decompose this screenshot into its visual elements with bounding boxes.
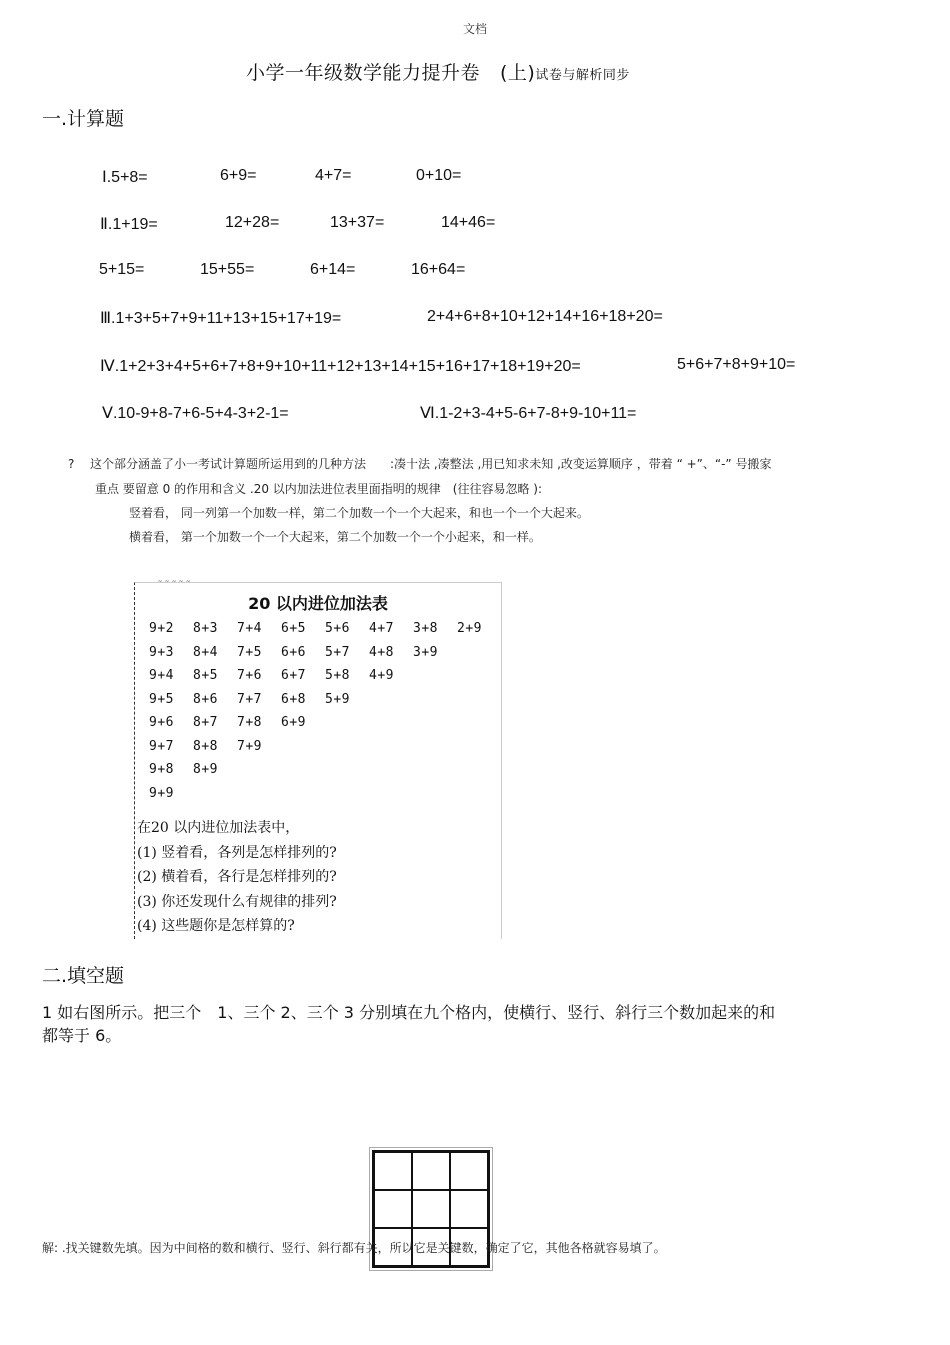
title-sub: 试卷与解析同步 [535,68,630,83]
addition-table-cell: 9+6 [149,715,174,730]
addition-table-cell: 8+7 [193,715,218,730]
addition-table-cell: 8+4 [193,644,218,660]
addition-table-row [149,786,193,801]
addition-table-question: (4) 这些题你是怎样算的? [137,918,295,934]
calc-item: 5+15= [99,261,145,278]
calc-item: 15+55= [200,261,255,278]
addition-table-question: (3) 你还发现什么有规律的排列? [137,893,337,910]
question-mark-icon: ? [68,457,75,471]
grid-cell [412,1152,450,1190]
addition-table-cell: 8+9 [193,762,218,777]
note-line2: 重点 要留意 0 的作用和含义 .20 以内加法进位表里面指明的规律 (往往容易忽略 ): [95,482,543,496]
addition-table-cell: 7+8 [237,715,262,730]
calc-item: 13+37= [330,214,385,231]
calc-item: Ⅲ.1+3+5+7+9+11+13+15+17+19= [100,310,342,327]
calc-item: Ⅰ.5+8= [102,169,148,186]
addition-table-cell: 7+6 [237,668,262,683]
addition-table-cell: 8+8 [193,738,218,754]
calc-item: 4+7= [315,167,352,184]
addition-table-cell: 9+2 [149,621,174,636]
grid-cell [412,1190,450,1228]
addition-table-cell: 9+3 [149,644,174,660]
addition-table-row [149,715,325,730]
calc-item: 6+9= [220,167,257,184]
calc-item: Ⅳ.1+2+3+4+5+6+7+8+9+10+11+12+13+14+15+16+17+18+19+20= [100,358,581,375]
calc-item: Ⅵ.1-2+3-4+5-6+7-8+9-10+11= [420,405,637,422]
question1-line2: 都等于 6。 [42,1026,122,1045]
addition-table-cell: 9+7 [149,738,174,754]
addition-table-cell: 9+9 [149,785,174,801]
calc-item: 16+64= [411,261,466,278]
addition-table-cell: 4+9 [369,668,394,683]
addition-table-row [149,762,237,777]
decoration-icon: ˜˜˜˜˜ [157,580,193,591]
addition-table-cell: 5+7 [325,644,350,660]
addition-table-cell: 4+8 [369,644,394,660]
grid-cell [374,1152,412,1190]
addition-table-cell: 7+7 [237,691,262,707]
addition-table-question: (2) 横着看，各行是怎样排列的? [137,869,337,885]
calc-item: 14+46= [441,214,496,231]
addition-table-row [149,668,413,683]
addition-table-cell: 8+5 [193,668,218,683]
addition-table-cell: 7+5 [237,644,262,660]
addition-table-row [149,645,457,660]
calc-item: 2+4+6+8+10+12+14+16+18+20= [427,308,663,325]
note-line3: 竖着看， 同一列第一个加数一样，第二个加数一个一个大起来，和也一个一个大起来。 [129,506,589,520]
addition-table-row [149,621,501,636]
addition-table-cell: 6+7 [281,668,306,683]
title-main: 小学一年级数学能力提升卷 [246,62,481,84]
addition-table-cell: 7+9 [237,738,262,754]
addition-table-cell: 8+3 [193,621,218,636]
addition-table-cell: 6+5 [281,621,306,636]
addition-table-cell: 9+4 [149,668,174,683]
addition-table-cell: 6+6 [281,644,306,660]
addition-table-cell: 9+5 [149,691,174,707]
answer-text: 解: .找关键数先填。因为中间格的数和横行、竖行、斜行都有关，所以它是关键数，确定了它，其他各格就容易填了。 [42,1241,666,1255]
addition-table-cell: 9+8 [149,762,174,777]
addition-table-cell: 7+4 [237,621,262,636]
addition-table-cell: 4+7 [369,621,394,636]
addition-table-row [149,692,369,707]
calc-item: 12+28= [225,214,280,231]
note-line1 [68,455,771,472]
addition-table-cell: 8+6 [193,691,218,707]
addition-table-row [149,739,281,754]
addition-table-cell: 5+9 [325,691,350,707]
calc-item: 6+14= [310,261,356,278]
calc-item: Ⅴ.10-9+8-7+6-5+4-3+2-1= [102,405,289,422]
calc-item: 5+6+7+8+9+10= [677,356,796,373]
note-line4: 横着看， 第一个加数一个一个大起来，第二个加数一个一个小起来，和一样。 [129,530,541,544]
addition-table-cell: 6+9 [281,715,306,730]
addition-table-cell: 3+9 [413,644,438,660]
addition-table-cell: 5+8 [325,668,350,683]
grid-cell [450,1190,488,1228]
addition-table-figure [134,582,502,939]
page-title [246,58,630,85]
question1-line1: 1 如右图所示。把三个 1、三个 2、三个 3 分别填在九个格内，使横行、竖行、斜行三个数加起来的和 [42,1003,776,1022]
title-paren: (上) [500,62,536,84]
addition-table-cell: 3+8 [413,621,438,636]
note-text: 这个部分涵盖了小一考试计算题所运用到的几种方法 :凑十法 ,凑整法 ,用已知求未知 ,改变运算顺序 ，带着 “ +”、“-” 号搬家 [90,457,772,471]
addition-table-question: (1) 竖着看，各列是怎样排列的? [137,844,337,861]
grid-cell [374,1190,412,1228]
section1-heading: 一.计算题 [42,108,125,130]
calc-item: 0+10= [416,167,462,184]
addition-table-title: 20 以内进位加法表 [248,594,388,613]
section2-heading: 二.填空题 [42,965,125,987]
addition-table-cell: 6+8 [281,691,306,707]
calc-item: Ⅱ.1+19= [100,216,158,233]
addition-table-cell: 2+9 [457,621,482,636]
header-label: 文档 [462,22,487,36]
addition-table-question: 在20 以内进位加法表中， [137,820,300,836]
grid-cell [450,1152,488,1190]
addition-table-cell: 5+6 [325,621,350,636]
